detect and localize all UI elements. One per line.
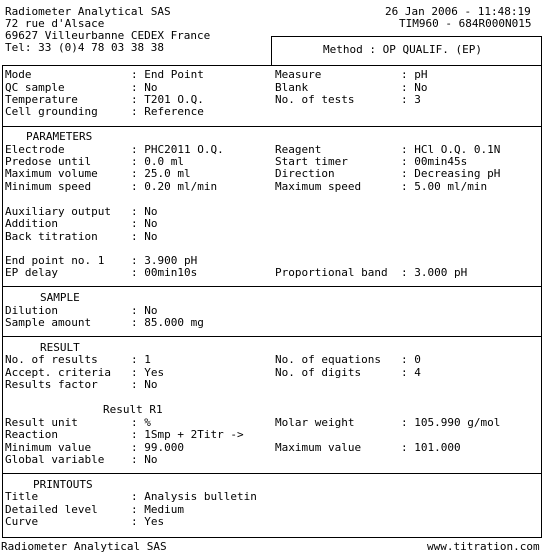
divider-sample [2,286,542,287]
sample-amount-value: : 85.000 mg [131,316,204,329]
min-speed-label: Minimum speed [5,180,92,193]
reaction-value: : 1Smp + 2Titr -> [131,428,244,441]
min-value-value: : 99.000 [131,441,184,454]
measure-label: Measure [275,68,322,81]
temperature-value: : T201 O.Q. [131,93,204,106]
accept-criteria-label: Accept. criteria [5,366,111,379]
aux-output-label: Auxiliary output [5,205,111,218]
divider-bottom [2,537,542,538]
addition-label: Addition [5,217,58,230]
divider-top [271,36,541,37]
reagent-value: : HCl O.Q. 0.1N [401,143,501,156]
blank-label: Blank [275,81,309,94]
direction-value: : Decreasing pH [401,167,501,180]
mode-label: Mode [5,68,32,81]
ep-delay-value: : 00min10s [131,266,198,279]
max-speed-value: : 5.00 ml/min [401,180,488,193]
curve-label: Curve [5,515,39,528]
max-speed-label: Maximum speed [275,180,362,193]
num-results-value: : 1 [131,353,151,366]
end-point-value: : 3.900 pH [131,254,198,267]
start-timer-label: Start timer [275,155,348,168]
min-value-label: Minimum value [5,441,92,454]
result-unit-value: : % [131,416,151,429]
num-results-label: No. of results [5,353,98,366]
global-variable-value: : No [131,453,158,466]
qc-label: QC sample [5,81,65,94]
tests-value: : 3 [401,93,421,106]
min-speed-value: : 0.20 ml/min [131,180,218,193]
max-value-value: : 101.000 [401,441,461,454]
dilution-label: Dilution [5,304,58,317]
tests-label: No. of tests [275,93,355,106]
max-value-label: Maximum value [275,441,362,454]
curve-value: : Yes [131,515,165,528]
start-timer-value: : 00min45s [401,155,468,168]
predose-value: : 0.0 ml [131,155,184,168]
results-factor-label: Results factor [5,378,98,391]
end-point-label: End point no. 1 [5,254,105,267]
reagent-label: Reagent [275,143,322,156]
method-box-left [271,36,272,65]
ep-delay-label: EP delay [5,266,58,279]
printouts-title: PRINTOUTS [33,478,93,491]
company-street: 72 rue d'Alsace [5,17,105,30]
molar-weight-value: : 105.990 g/mol [401,416,501,429]
result-unit-label: Result unit [5,416,78,429]
frame-left [2,65,3,537]
mode-value: : End Point [131,68,204,81]
company-tel: Tel: 33 (0)4 78 03 38 38 [5,41,164,54]
results-factor-value: : No [131,378,158,391]
accept-criteria-value: : Yes [131,366,165,379]
parameters-title: PARAMETERS [26,130,93,143]
direction-label: Direction [275,167,335,180]
electrode-label: Electrode [5,143,65,156]
result-title: RESULT [40,341,80,354]
num-equations-value: : 0 [401,353,421,366]
dilution-value: : No [131,304,158,317]
electrode-value: : PHC2011 O.Q. [131,143,224,156]
prop-band-value: : 3.000 pH [401,266,468,279]
max-volume-value: : 25.0 ml [131,167,191,180]
molar-weight-label: Molar weight [275,416,355,429]
prop-band-label: Proportional band [275,266,388,279]
temperature-label: Temperature [5,93,78,106]
footer-company: Radiometer Analytical SAS [1,540,167,553]
method-name: Method : OP QUALIF. (EP) [323,43,482,56]
instrument-id: TIM960 - 684R000N015 [399,17,532,30]
back-titration-label: Back titration [5,230,98,243]
back-titration-value: : No [131,230,158,243]
num-digits-value: : 4 [401,366,421,379]
sample-title: SAMPLE [40,291,80,304]
divider-parameters [2,126,542,127]
company-city: 69627 Villeurbanne CEDEX France [5,29,211,42]
addition-value: : No [131,217,158,230]
divider-result [2,336,542,337]
date-time: 26 Jan 2006 - 11:48:19 [385,5,531,18]
detailed-level-label: Detailed level [5,503,98,516]
footer-website: www.titration.com [427,540,540,553]
num-equations-label: No. of equations [275,353,381,366]
grounding-label: Cell grounding [5,105,98,118]
aux-output-value: : No [131,205,158,218]
print-title-label: Title [5,490,39,503]
measure-value: : pH [401,68,428,81]
max-volume-label: Maximum volume [5,167,98,180]
result-r1-title: Result R1 [103,403,163,416]
detailed-level-value: : Medium [131,503,184,516]
num-digits-label: No. of digits [275,366,362,379]
reaction-label: Reaction [5,428,58,441]
qc-value: : No [131,81,158,94]
divider-header [2,65,542,66]
divider-printouts [2,473,542,474]
blank-value: : No [401,81,428,94]
global-variable-label: Global variable [5,453,105,466]
sample-amount-label: Sample amount [5,316,92,329]
predose-label: Predose until [5,155,92,168]
grounding-value: : Reference [131,105,204,118]
print-title-value: : Analysis bulletin [131,490,257,503]
company-name: Radiometer Analytical SAS [5,5,171,18]
